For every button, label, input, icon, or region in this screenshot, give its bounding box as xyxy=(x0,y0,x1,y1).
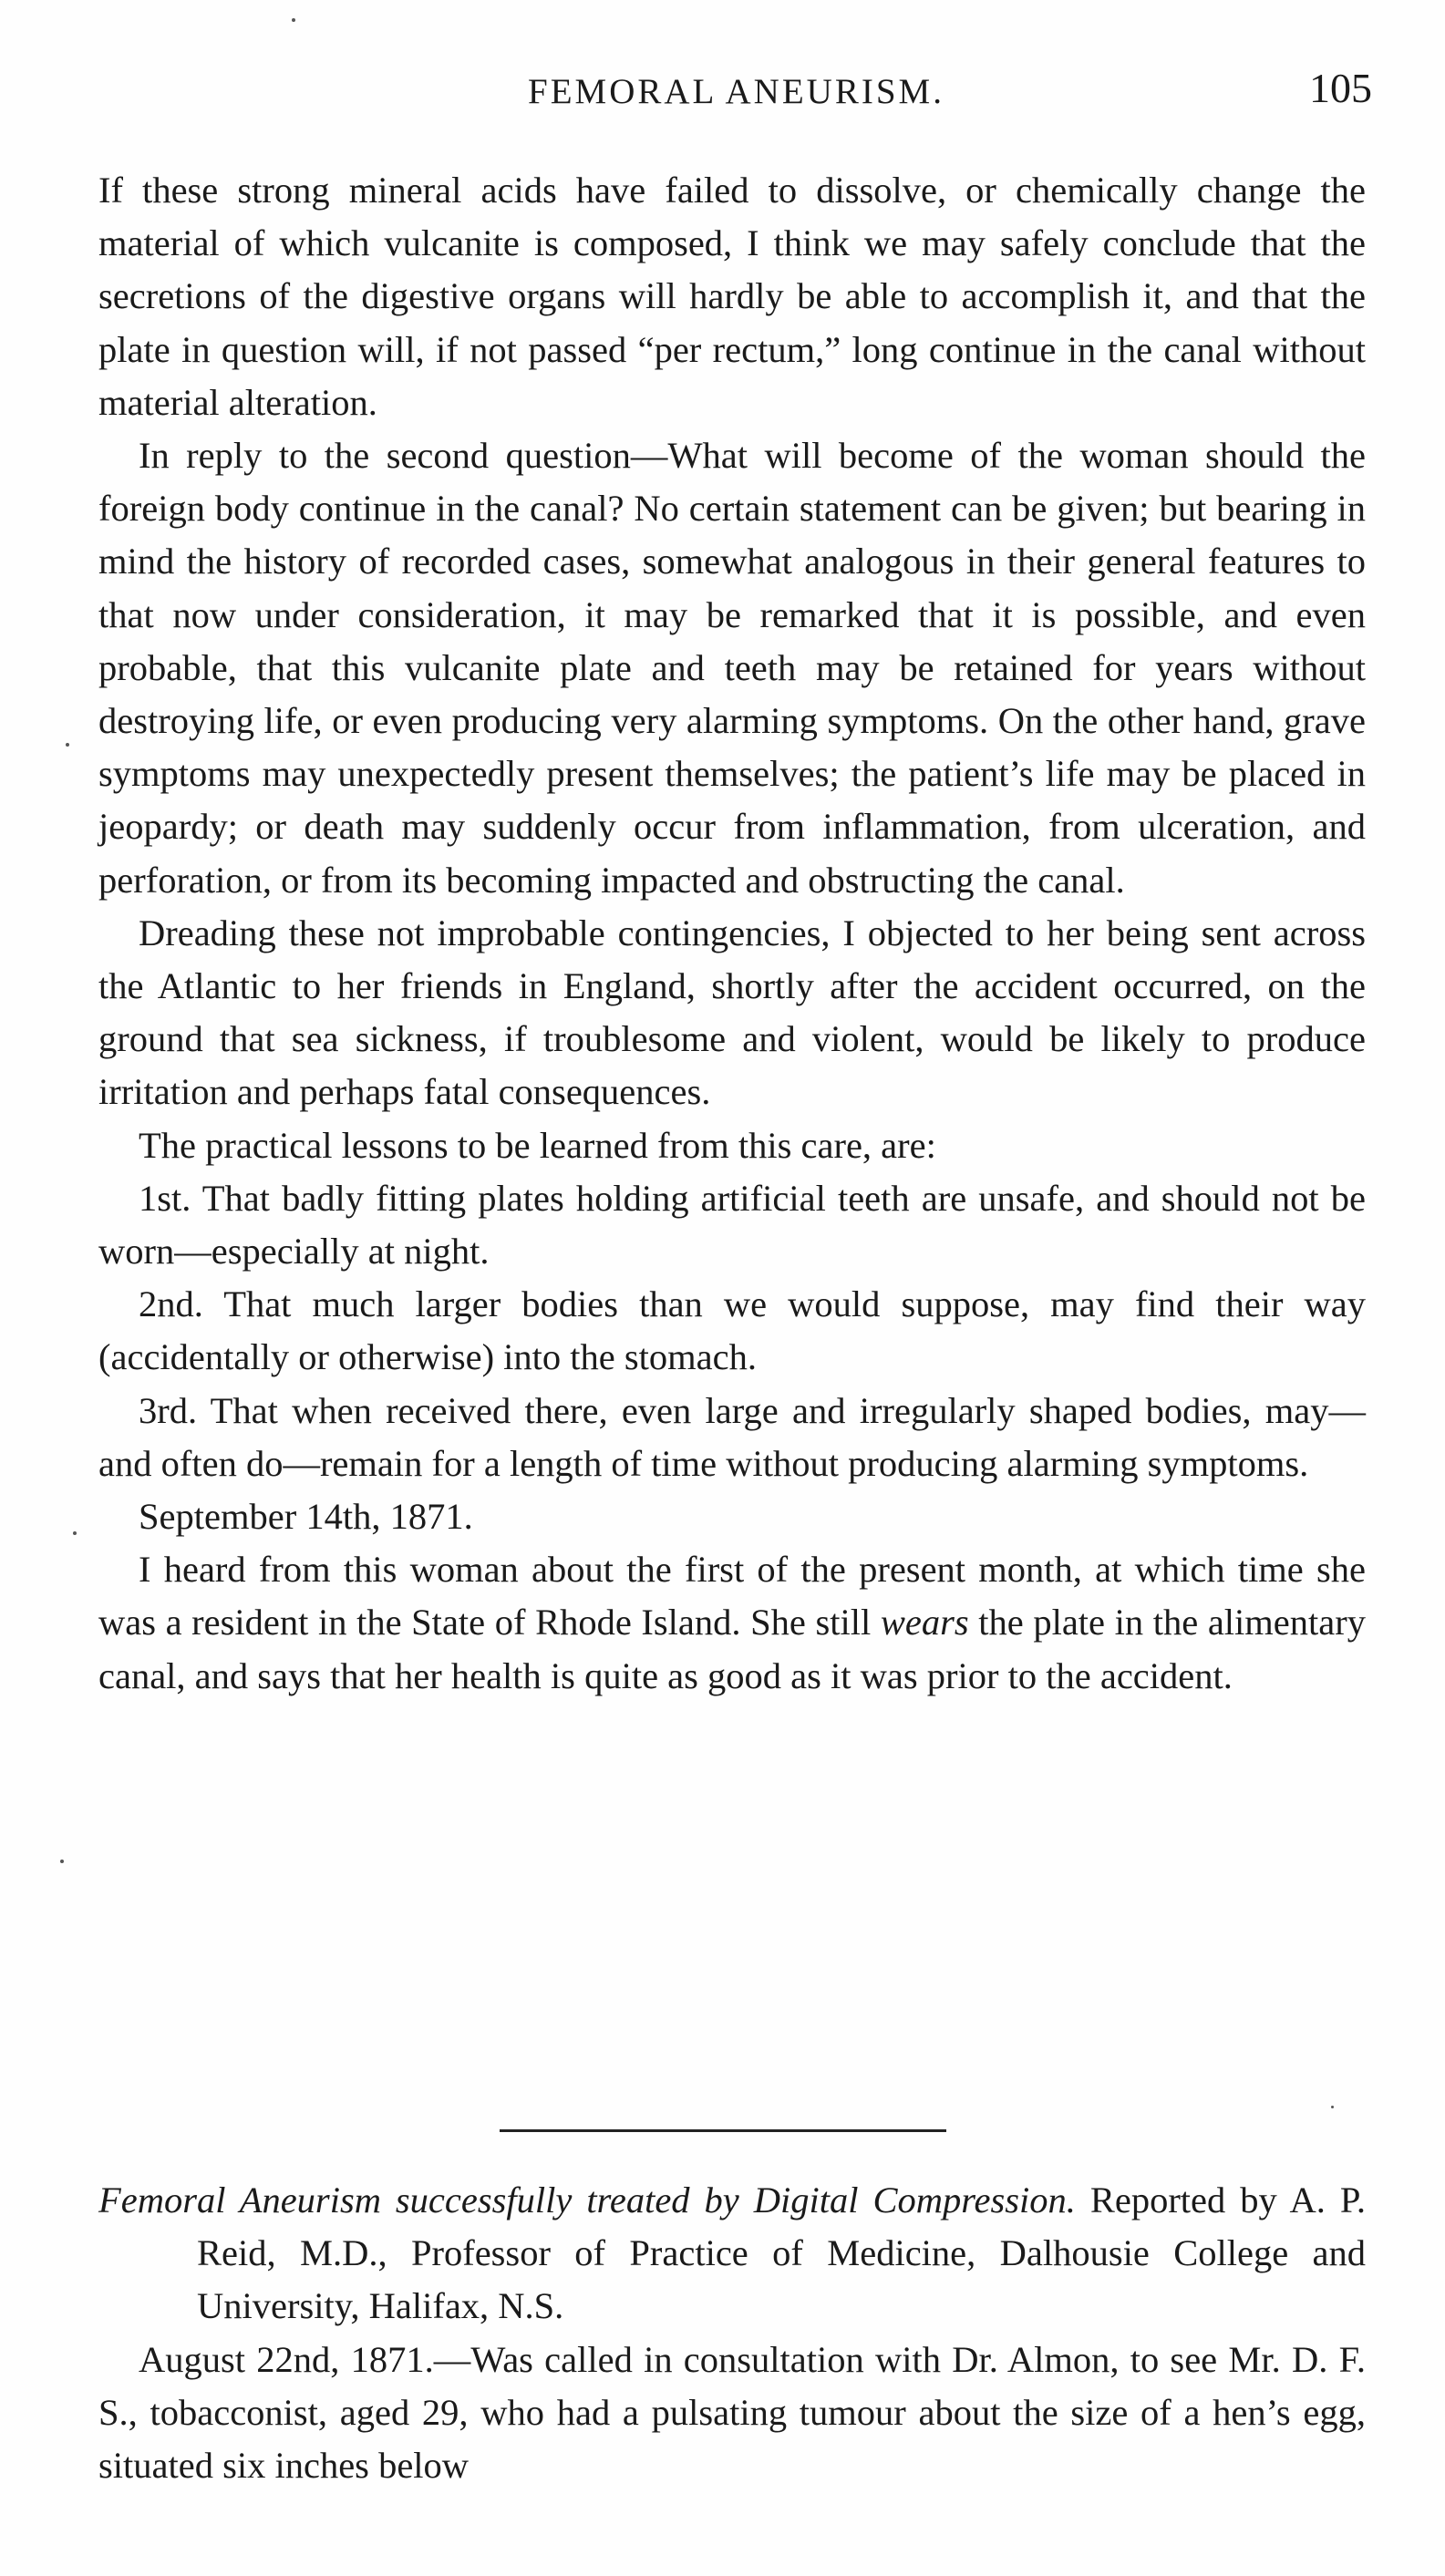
article-title: Femoral Aneurism successfully treated by Digital Compression. xyxy=(98,2179,1076,2221)
scan-speck xyxy=(1331,2106,1334,2108)
scan-speck xyxy=(292,18,295,22)
main-text xyxy=(98,164,1366,1703)
lesson-second: 2nd. That much larger bodies than we would suppose, may find their way (accidentally or otherwise) into the stomach. xyxy=(98,1283,1366,1378)
paragraph-second-question: In reply to the second question—What will become of the woman should the foreign body continue in the canal? No certain statement can be given; but bearing in mind the history of recorded cases, somewhat analogous in their general features to that now under consideration, it may be remarked that it is possible, and even probable, that this vulcanite plate and teeth may be retained for years without destroying life, or even producing very alarming symptoms. On the other hand, grave symptoms may unexpectedly present themselves; the patient’s life may be placed in jeopardy; or death may suddenly occur from inflammation, from ulceration, and perforation, or from its becoming impacted and obstructing the canal. xyxy=(98,435,1366,901)
page-number: 105 xyxy=(1309,65,1372,111)
followup-text-end: the plate in the alimentary canal, and says that her health is quite as good as it was prior to the accident. xyxy=(98,1602,1366,1696)
paragraph-followup xyxy=(98,1543,1366,1703)
article-heading xyxy=(98,2174,1366,2334)
paragraph-lessons-intro: The practical lessons to be learned from this care, are: xyxy=(139,1124,936,1166)
followup-emphasis: wears xyxy=(880,1602,969,1643)
article-byline: Reported by A. P. Reid, M.D., Professor of Practice of Medicine, Dalhousie College and University, Halifax, N.S. xyxy=(197,2179,1366,2327)
running-title: FEMORAL ANEURISM. xyxy=(528,72,944,111)
article-body: August 22nd, 1871.—Was called in consultation with Dr. Almon, to see Mr. D. F. S., tobacconist, aged 29, who had a pulsating tumour about the size of a hen’s egg, situated six inches below xyxy=(98,2338,1366,2487)
followup-text-start: I heard from this woman about the first of the present month, at which time she was a resident in the State of Rhode Island. She still xyxy=(98,1549,1366,1643)
dateline: September 14th, 1871. xyxy=(139,1496,473,1538)
new-article xyxy=(98,2174,1366,2492)
section-divider xyxy=(500,2129,946,2132)
page-header xyxy=(100,64,1372,128)
paragraph-contingencies: Dreading these not improbable contingencies, I objected to her being sent across the Atlantic to her friends in England, shortly after the accident occurred, on the ground that sea sickness, if troublesome and violent, would be likely to produce irritation and perhaps fatal consequences. xyxy=(98,912,1366,1113)
lesson-third: 3rd. That when received there, even large and irregularly shaped bodies, may—and often do—remain for a length of time without producing alarming symptoms. xyxy=(98,1389,1366,1484)
scan-speck xyxy=(60,1860,64,1863)
lesson-first: 1st. That badly fitting plates holding artificial teeth are unsafe, and should not be worn—especially at night. xyxy=(98,1177,1366,1273)
paragraph-acids: If these strong mineral acids have failed to dissolve, or chemically change the material of which vulcanite is composed, I think we may safely conclude that the secretions of the digestive organs will hardly be able to accomplish it, and that the plate in question will, if not passed “per rectum,” long continue in the canal without material alteration. xyxy=(98,170,1366,423)
scan-speck xyxy=(73,1531,77,1535)
scan-speck xyxy=(66,743,69,747)
